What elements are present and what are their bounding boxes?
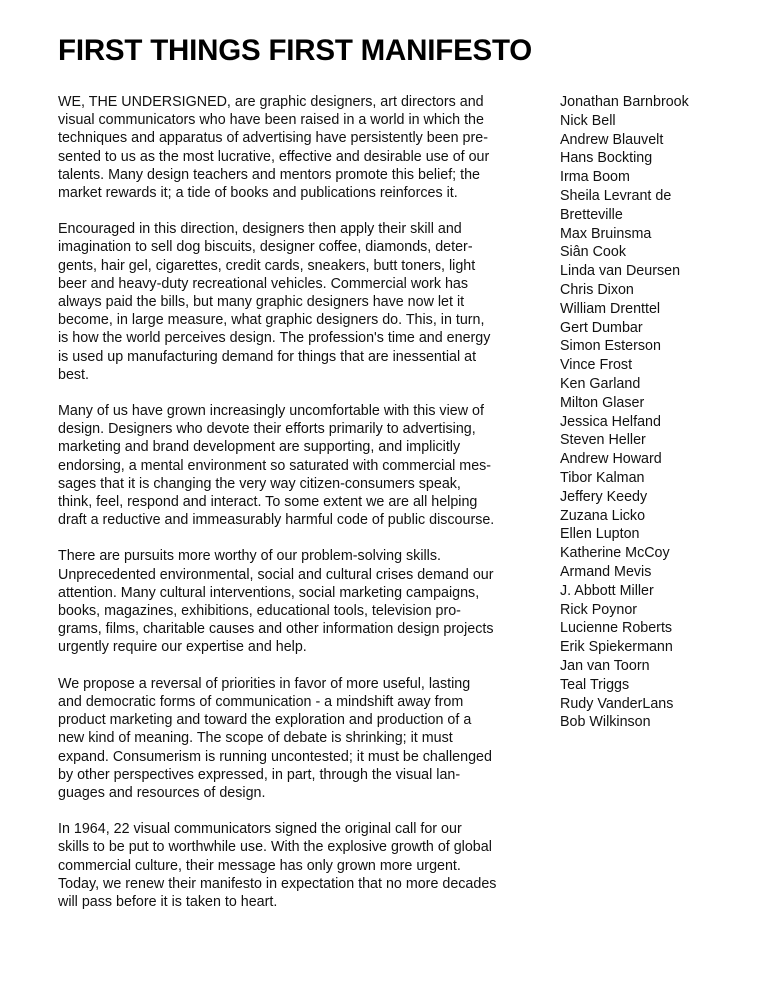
paragraph-6	[58, 820, 528, 911]
signatory-name: Jessica Helfand	[560, 413, 661, 430]
signatory-name: Rick Poynor	[560, 601, 638, 618]
signatory-name: Jonathan Barnbrook	[560, 94, 689, 110]
text-line: Many of us have grown increasingly uncomfortable with this view of	[58, 403, 484, 420]
signatory-name: Bob Wilkinson	[560, 714, 651, 731]
signatory-name: Katherine McCoy	[560, 545, 670, 562]
signatory-name: Ken Garland	[560, 375, 641, 392]
text-line: endorsing, a mental environment so saturated with commercial mes-	[58, 457, 492, 474]
paragraph-3	[58, 402, 528, 529]
paragraph-2	[58, 220, 528, 384]
text-line: is used up manufacturing demand for things that are inessential at	[58, 348, 477, 365]
paragraph-1	[58, 93, 528, 202]
signatory-list	[560, 93, 760, 732]
signatory-name: Chris Dixon	[560, 281, 634, 298]
text-line: There are pursuits more worthy of our problem-solving skills.	[58, 548, 441, 565]
signatory-name: Ellen Lupton	[560, 526, 640, 543]
signatory-name: Armand Mevis	[560, 563, 652, 580]
text-line: urgently require our expertise and help.	[58, 639, 307, 656]
text-line: WE, THE UNDERSIGNED, are graphic designers, art directors and	[58, 94, 484, 110]
signatory-name: Tibor Kalman	[560, 469, 645, 486]
text-line: sented to us as the most lucrative, effective and desirable use of our	[58, 148, 490, 165]
text-line: commercial culture, their message has only grown more urgent.	[58, 857, 461, 874]
signatory-name: Siân Cook	[560, 244, 626, 261]
signatory-name: Hans Bockting	[560, 150, 653, 167]
text-line: attention. Many cultural interventions, social marketing campaigns,	[58, 584, 480, 601]
text-line: Unprecedented environmental, social and cultural crises demand our	[58, 566, 494, 583]
signatory-name: Andrew Howard	[560, 451, 662, 468]
text-line: draft a reductive and immeasurably harmful code of public discourse.	[58, 512, 495, 529]
paragraph-4	[58, 547, 528, 656]
text-line: Today, we renew their manifesto in expectation that no more decades	[58, 875, 497, 892]
text-line: beer and heavy-duty recreational vehicles. Commercial work has	[58, 275, 469, 292]
text-line: become, in large measure, what graphic designers do. This, in turn,	[58, 312, 485, 329]
text-line: new kind of meaning. The scope of debate is shrinking; it must	[58, 730, 453, 747]
signatory-name: Linda van Deursen	[560, 263, 681, 280]
signatory-name: Lucienne Roberts	[560, 620, 673, 637]
signatory-name: Erik Spiekermann	[560, 639, 673, 656]
text-line: marketing and brand development are supporting, and implicitly	[58, 439, 461, 456]
signatory-name: Sheila Levrant de	[560, 187, 672, 204]
signatory-name: Gert Dumbar	[560, 319, 643, 336]
signatory-name: Steven Heller	[560, 432, 646, 449]
text-line: best.	[58, 366, 89, 383]
text-line: imagination to sell dog biscuits, designer coffee, diamonds, deter-	[58, 239, 473, 256]
manifesto-body	[58, 93, 528, 929]
paragraph-5	[58, 675, 528, 802]
text-line: design. Designers who devote their efforts primarily to advertising,	[58, 421, 476, 438]
signatory-name: Simon Esterson	[560, 338, 661, 355]
text-line: expand. Consumerism is running uncontested; it must be challenged	[58, 748, 492, 765]
document-title: FIRST THINGS FIRST MANIFESTO	[58, 34, 533, 67]
text-line: We propose a reversal of priorities in favor of more useful, lasting	[58, 675, 471, 692]
signatory-name: Andrew Blauvelt	[560, 131, 664, 148]
text-line: books, magazines, exhibitions, educational tools, television pro-	[58, 603, 461, 620]
text-line: and democratic forms of communication - a mindshift away from	[58, 693, 464, 710]
text-line: talents. Many design teachers and mentors promote this belief; the	[58, 166, 480, 183]
signatory-name: Milton Glaser	[560, 394, 645, 411]
text-line: always paid the bills, but many graphic designers have now let it	[58, 294, 465, 311]
text-line: market rewards it; a tide of books and publications reinforces it.	[58, 185, 458, 202]
text-line: techniques and apparatus of advertising have persistently been pre-	[58, 130, 488, 147]
signatory-name: Jan van Toorn	[560, 657, 650, 674]
signatory-name: Irma Boom	[560, 169, 630, 186]
text-line: grams, films, charitable causes and other information design projects	[58, 621, 494, 638]
text-line: skills to be put to worthwhile use. With the explosive growth of global	[58, 839, 492, 856]
signatory-name: Max Bruinsma	[560, 225, 652, 242]
text-line: In 1964, 22 visual communicators signed the original call for our	[58, 821, 462, 838]
text-line: Encouraged in this direction, designers then apply their skill and	[58, 221, 462, 238]
text-line: by other perspectives expressed, in part, through the visual lan-	[58, 766, 461, 783]
text-line: gents, hair gel, cigarettes, credit cards, sneakers, butt toners, light	[58, 257, 476, 274]
text-line: product marketing and toward the exploration and production of a	[58, 712, 472, 729]
text-line: guages and resources of design.	[58, 784, 266, 801]
signatory-name: William Drenttel	[560, 300, 661, 317]
signatory-name: Rudy VanderLans	[560, 695, 674, 712]
signatory-name: Vince Frost	[560, 357, 633, 374]
signatory-name: J. Abbott Miller	[560, 582, 654, 599]
text-line: is how the world perceives design. The profession's time and energy	[58, 330, 491, 347]
signatory-name: Nick Bell	[560, 112, 616, 129]
text-line: visual communicators who have been raised in a world in which the	[58, 112, 484, 129]
signatory-name: Jeffery Keedy	[560, 488, 648, 505]
signatory-name: Bretteville	[560, 206, 623, 223]
text-line: sages that it is changing the very way citizen-consumers speak,	[58, 475, 461, 492]
signatory-name: Teal Triggs	[560, 676, 630, 693]
text-line: will pass before it is taken to heart.	[58, 893, 278, 910]
text-line: think, feel, respond and interact. To some extent we are all helping	[58, 494, 478, 511]
signatory-name: Zuzana Licko	[560, 507, 646, 524]
